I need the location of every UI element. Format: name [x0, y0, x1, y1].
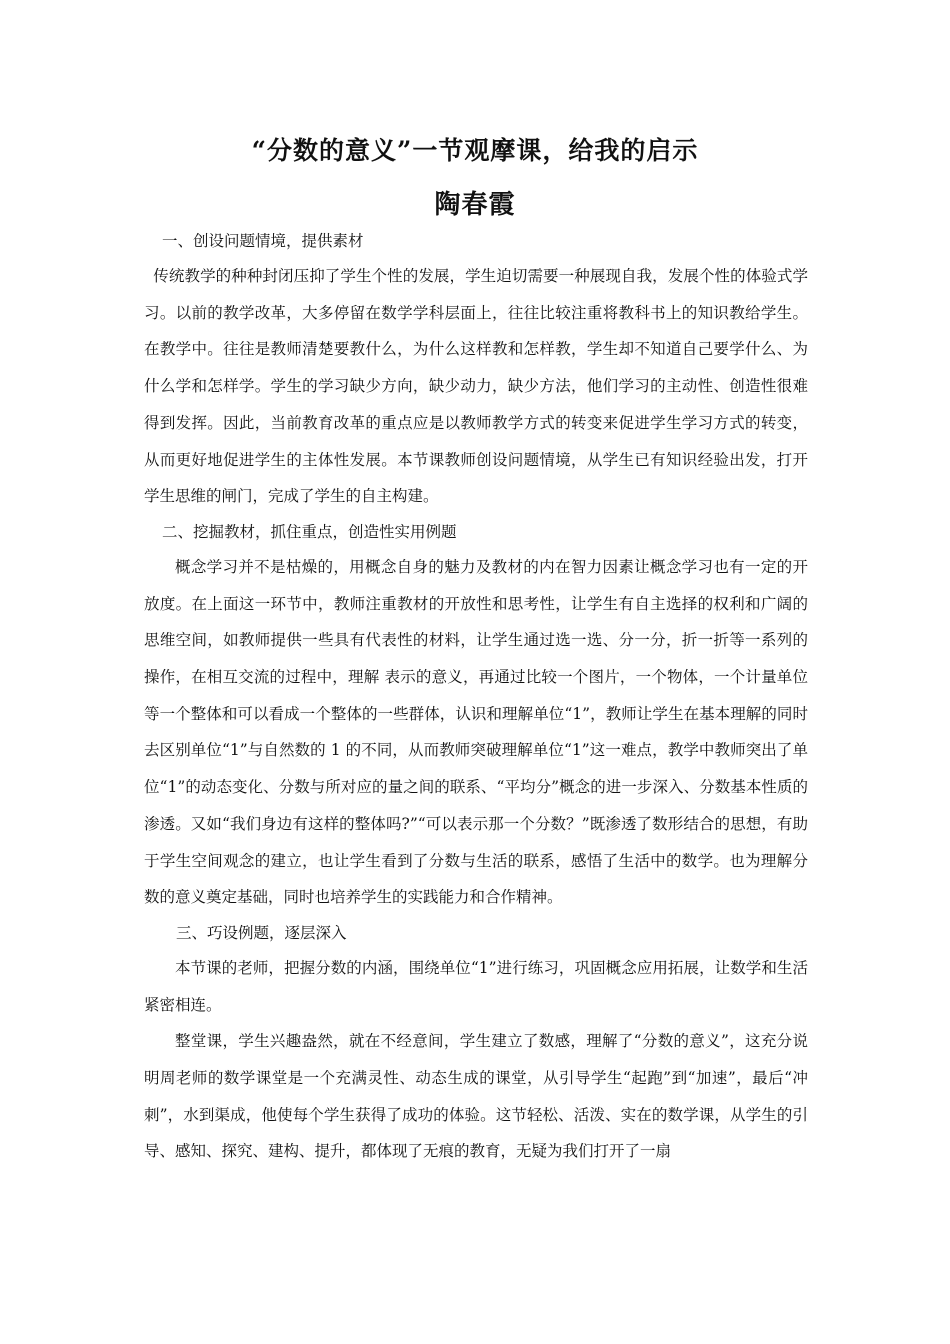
document-body: [144, 224, 808, 1170]
section-heading-3: 三、巧设例题，逐层深入: [176, 923, 347, 942]
author-name: 陶春霞: [434, 190, 516, 220]
section-3-paragraph-2: 整堂课，学生兴趣盎然，就在不经意间，学生建立了数感，理解了“分数的意义”，这充分说明周老师的数学课堂是一个充满灵性、动态生成的课堂，从引导学生“起跑”到“加速”，最后“冲刺”，水到渠成，他使每个学生获得了成功的体验。这节轻松、活泼、实在的数学课，从学生的引导、感知、探究、建构、提升，都体现了无痕的教育，无疑为我们打开了一扇: [144, 1032, 808, 1161]
section-heading-1: 一、创设问题情境，提供素材: [162, 232, 364, 250]
section-1-paragraph-1: 传统教学的种种封闭压抑了学生个性的发展，学生迫切需要一种展现自我，发展个性的体验式学习。以前的教学改革，大多停留在数学学科层面上，往往比较注重将教科书上的知识教给学生。在教学中。往往是教师清楚要教什么，为什么这样教和怎样教，学生却不知道自己要学什么、为什么学和怎样学。学生的学习缺少方向，缺少动力，缺少方法，他们学习的主动性、创造性很难得到发挥。因此，当前教育改革的重点应是以教师教学方式的转变来促进学生学习方式的转变，从而更好地促进学生的主体性发展。本节课教师创设问题情境，从学生已有知识经验出发，打开学生思维的闸门，完成了学生的自主构建。: [144, 267, 808, 506]
section-heading-2: 二、挖掘教材，抓住重点，创造性实用例题: [162, 522, 457, 541]
section-3-paragraph-1: 本节课的老师，把握分数的内涵，围绕单位“1”进行练习，巩固概念应用拓展，让数学和生活紧密相连。: [144, 958, 808, 1014]
document-title: “分数的意义”一节观摩课，给我的启示: [251, 136, 699, 165]
section-2-paragraph-1: 概念学习并不是枯燥的，用概念自身的魅力及教材的内在智力因素让概念学习也有一定的开放度。在上面这一环节中，教师注重教材的开放性和思考性，让学生有自主选择的权利和广阔的思维空间，如教师提供一些具有代表性的材料，让学生通过选一选、分一分，折一折等一系列的操作，在相互交流的过程中，理解 表示的意义，再通过比较一个图片，一个物体，一个计量单位等一个整体和可以看成一个整体的一些群体，认识和理解单位“1”，教师让学生在基本理解的同时去区别单位“1”与自然数的 1 的不同，从而教师突破理解单位“1”这一难点，教学中教师突出了单位“1”的动态变化、分数与所对应的量之间的联系、“平均分”概念的进一步深入、分数基本性质的渗透。又如“我们身边有这样的整体吗?”“可以表示那一个分数？”既渗透了数形结合的思想，有助于学生空间观念的建立，也让学生看到了分数与生活的联系，感悟了生活中的数学。也为理解分数的意义奠定基础，同时也培养学生的实践能力和合作精神。: [144, 557, 808, 907]
